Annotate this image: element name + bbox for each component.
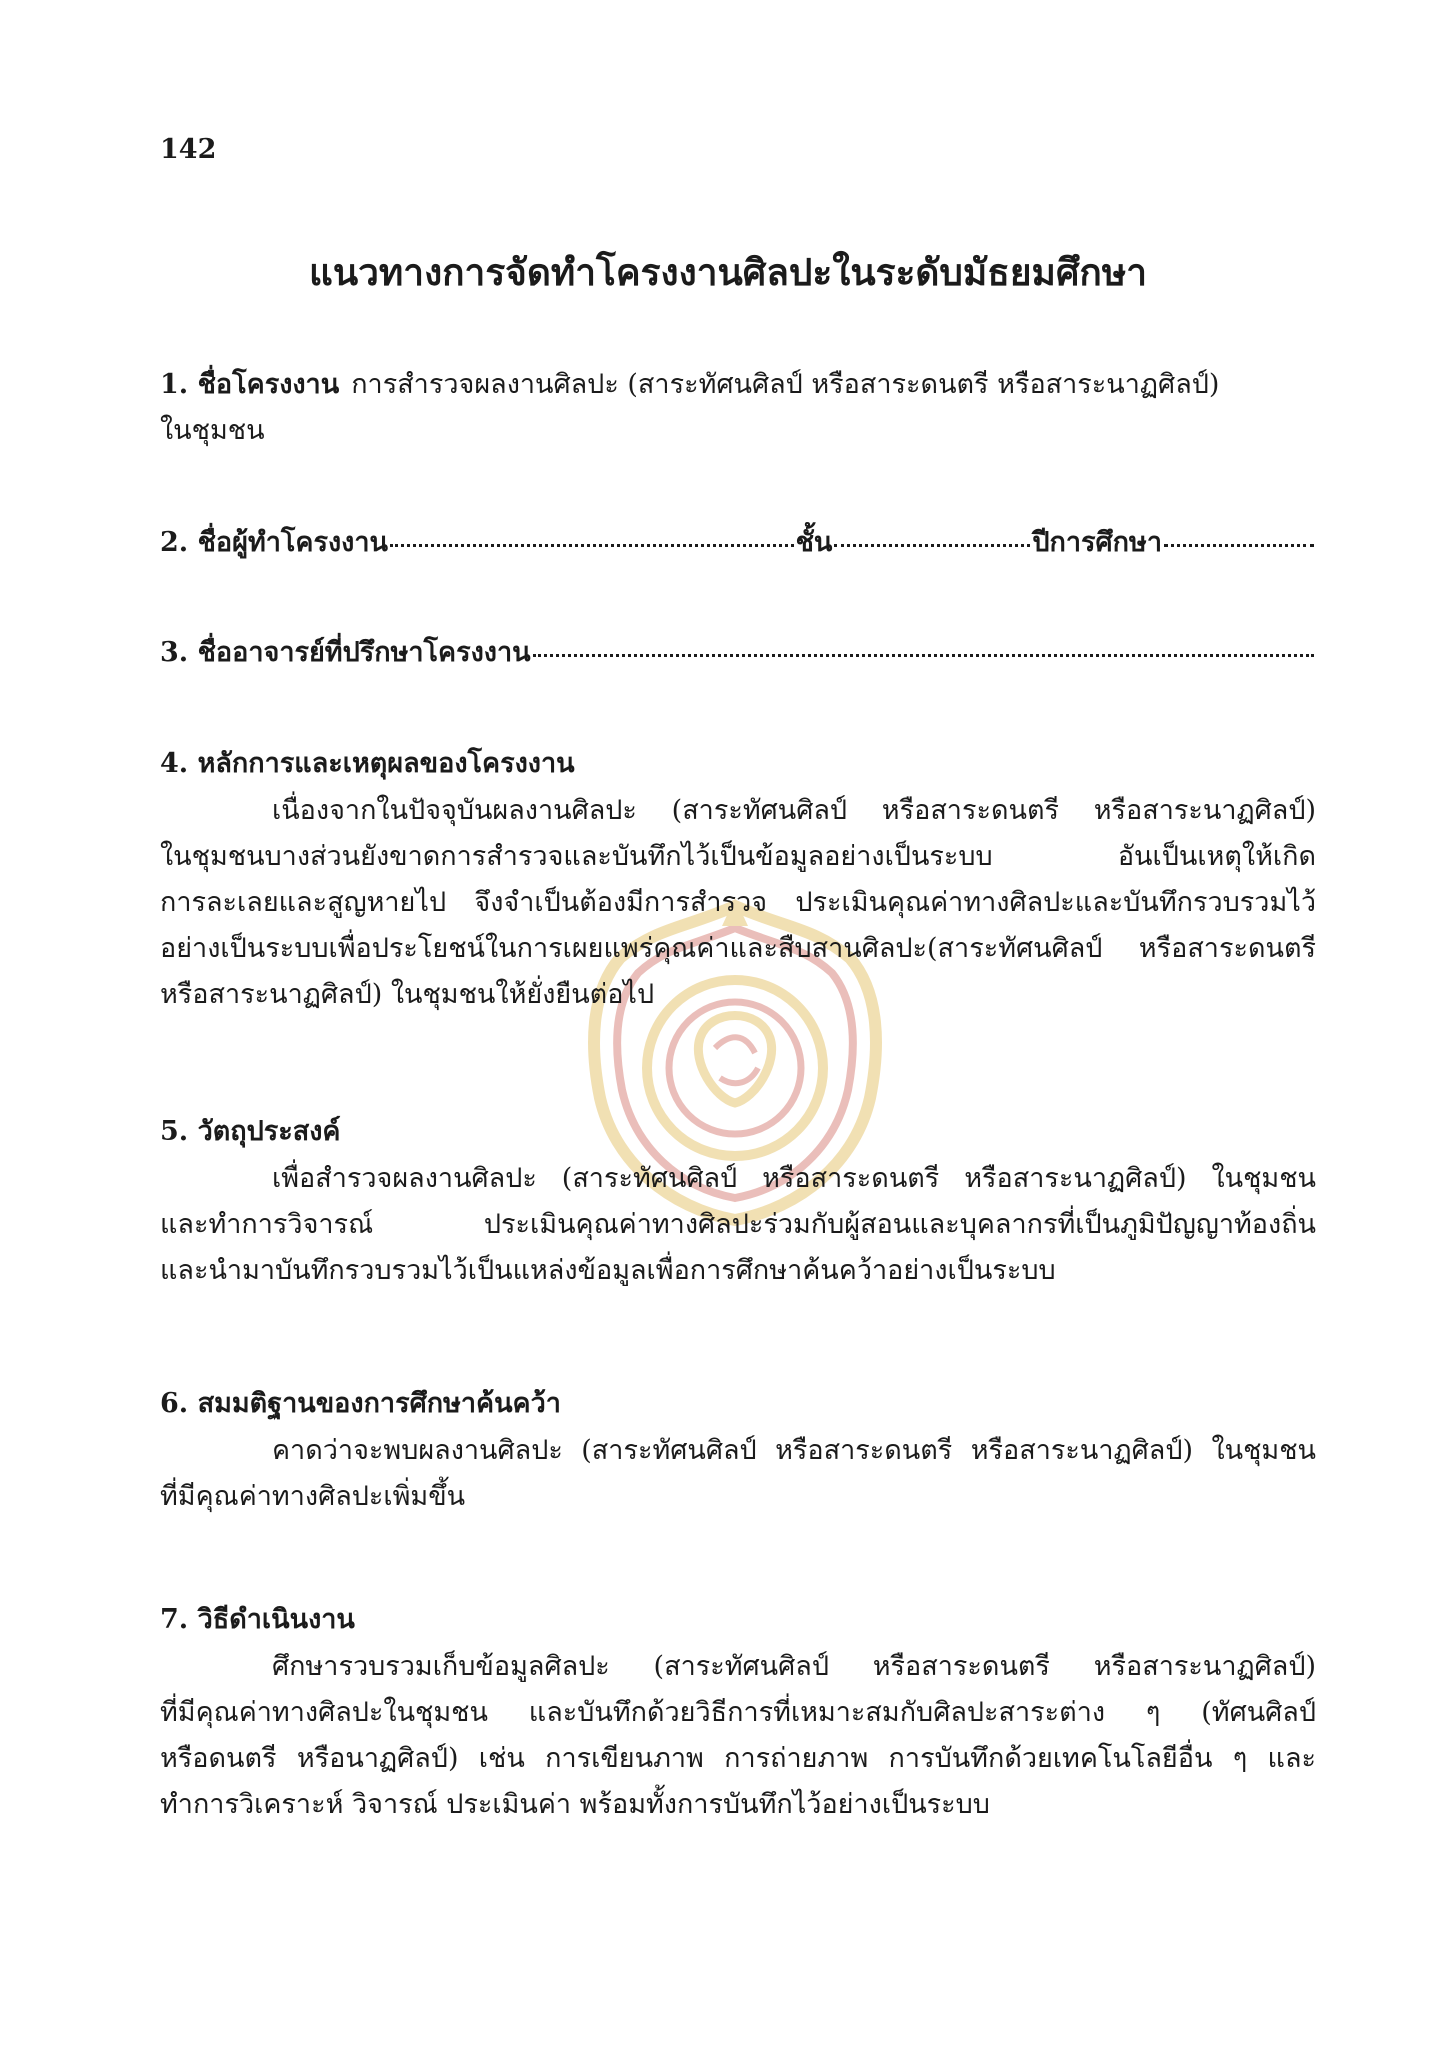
grade-label: ชั้น xyxy=(795,527,833,558)
section-student-name xyxy=(160,518,1316,566)
section-5-line: และทำการวิจารณ์ ประเมินคุณค่าทางศิลปะร่วมกับผู้สอนและบุคลากรที่เป็นภูมิปัญญาท้องถิ่น xyxy=(160,1209,1316,1240)
academic-year-label: ปีการศึกษา xyxy=(1032,527,1162,558)
section-7-line: ทำการวิเคราะห์ วิจารณ์ ประเมินค่า พร้อมทั้งการบันทึกไว้อย่างเป็นระบบ xyxy=(160,1789,990,1820)
section-1-text: การสำรวจผลงานศิลปะ (สาระทัศนศิลป์ หรือสาระดนตรี หรือสาระนาฏศิลป์) xyxy=(351,369,1220,400)
section-1-label: 1. ชื่อโครงงาน xyxy=(160,369,340,400)
academic-year-field[interactable] xyxy=(1164,514,1314,547)
document-title: แนวทางการจัดทำโครงงานศิลปะในระดับมัธยมศึกษา xyxy=(308,250,1147,294)
section-4-line: หรือสาระนาฏศิลป์) ในชุมชนให้ยั่งยืนต่อไป xyxy=(160,979,655,1010)
section-7-line: ศึกษารวบรวมเก็บข้อมูลศิลปะ (สาระทัศนศิลป์ หรือสาระดนตรี หรือสาระนาฏศิลป์) xyxy=(272,1651,1316,1682)
section-4-line: เนื่องจากในปัจจุบันผลงานศิลปะ (สาระทัศนศิลป์ หรือสาระดนตรี หรือสาระนาฏศิลป์) xyxy=(272,795,1316,826)
section-4-heading: 4. หลักการและเหตุผลของโครงงาน xyxy=(160,748,575,779)
section-advisor-name xyxy=(160,628,1316,676)
section-4-line: ในชุมชนบางส่วนยังขาดการสำรวจและบันทึกไว้เป็นข้อมูลอย่างเป็นระบบ อันเป็นเหตุให้เกิด xyxy=(160,841,1316,872)
section-rationale xyxy=(160,740,1316,1018)
section-4-line: การละเลยและสูญหายไป จึงจำเป็นต้องมีการสำรวจ ประเมินคุณค่าทางศิลปะและบันทึกรวบรวมไว้ xyxy=(160,887,1316,918)
section-7-line: หรือดนตรี หรือนาฏศิลป์) เช่น การเขียนภาพ การถ่ายภาพ การบันทึกด้วยเทคโนโลยีอื่น ๆ และ xyxy=(160,1743,1316,1774)
section-7-heading: 7. วิธีดำเนินงาน xyxy=(160,1604,355,1635)
section-5-line: และนำมาบันทึกรวบรวมไว้เป็นแหล่งข้อมูลเพื่อการศึกษาค้นคว้าอย่างเป็นระบบ xyxy=(160,1255,1056,1286)
section-5-line: เพื่อสำรวจผลงานศิลปะ (สาระทัศนศิลป์ หรือสาระดนตรี หรือสาระนาฏศิลป์) ในชุมชน xyxy=(272,1163,1316,1194)
section-hypothesis xyxy=(160,1380,1316,1520)
advisor-name-field[interactable] xyxy=(533,624,1314,657)
section-project-name xyxy=(160,362,1316,454)
section-6-line: ที่มีคุณค่าทางศิลปะเพิ่มขึ้น xyxy=(160,1481,466,1512)
section-objectives xyxy=(160,1108,1316,1294)
student-name-label: 2. ชื่อผู้ทำโครงงาน xyxy=(160,527,388,558)
section-5-heading: 5. วัตถุประสงค์ xyxy=(160,1116,341,1147)
section-4-line: อย่างเป็นระบบเพื่อประโยชน์ในการเผยแพร่คุณค่าและสืบสานศิลปะ(สาระทัศนศิลป์ หรือสาระดนตรี xyxy=(160,933,1316,964)
advisor-name-label: 3. ชื่ออาจารย์ที่ปรึกษาโครงงาน xyxy=(160,637,531,668)
section-6-heading: 6. สมมติฐานของการศึกษาค้นคว้า xyxy=(160,1388,561,1419)
grade-field[interactable] xyxy=(834,514,1030,547)
section-1-text-line-2: ในชุมชน xyxy=(160,415,265,446)
page-number: 142 xyxy=(160,134,217,165)
section-6-line: คาดว่าจะพบผลงานศิลปะ (สาระทัศนศิลป์ หรือสาระดนตรี หรือสาระนาฏศิลป์) ในชุมชน xyxy=(272,1435,1316,1466)
student-name-field[interactable] xyxy=(390,514,794,547)
section-methodology xyxy=(160,1596,1316,1828)
section-7-line: ที่มีคุณค่าทางศิลปะในชุมชน และบันทึกด้วยวิธีการที่เหมาะสมกับศิลปะสาระต่าง ๆ (ทัศนศิลป์ xyxy=(160,1697,1316,1728)
